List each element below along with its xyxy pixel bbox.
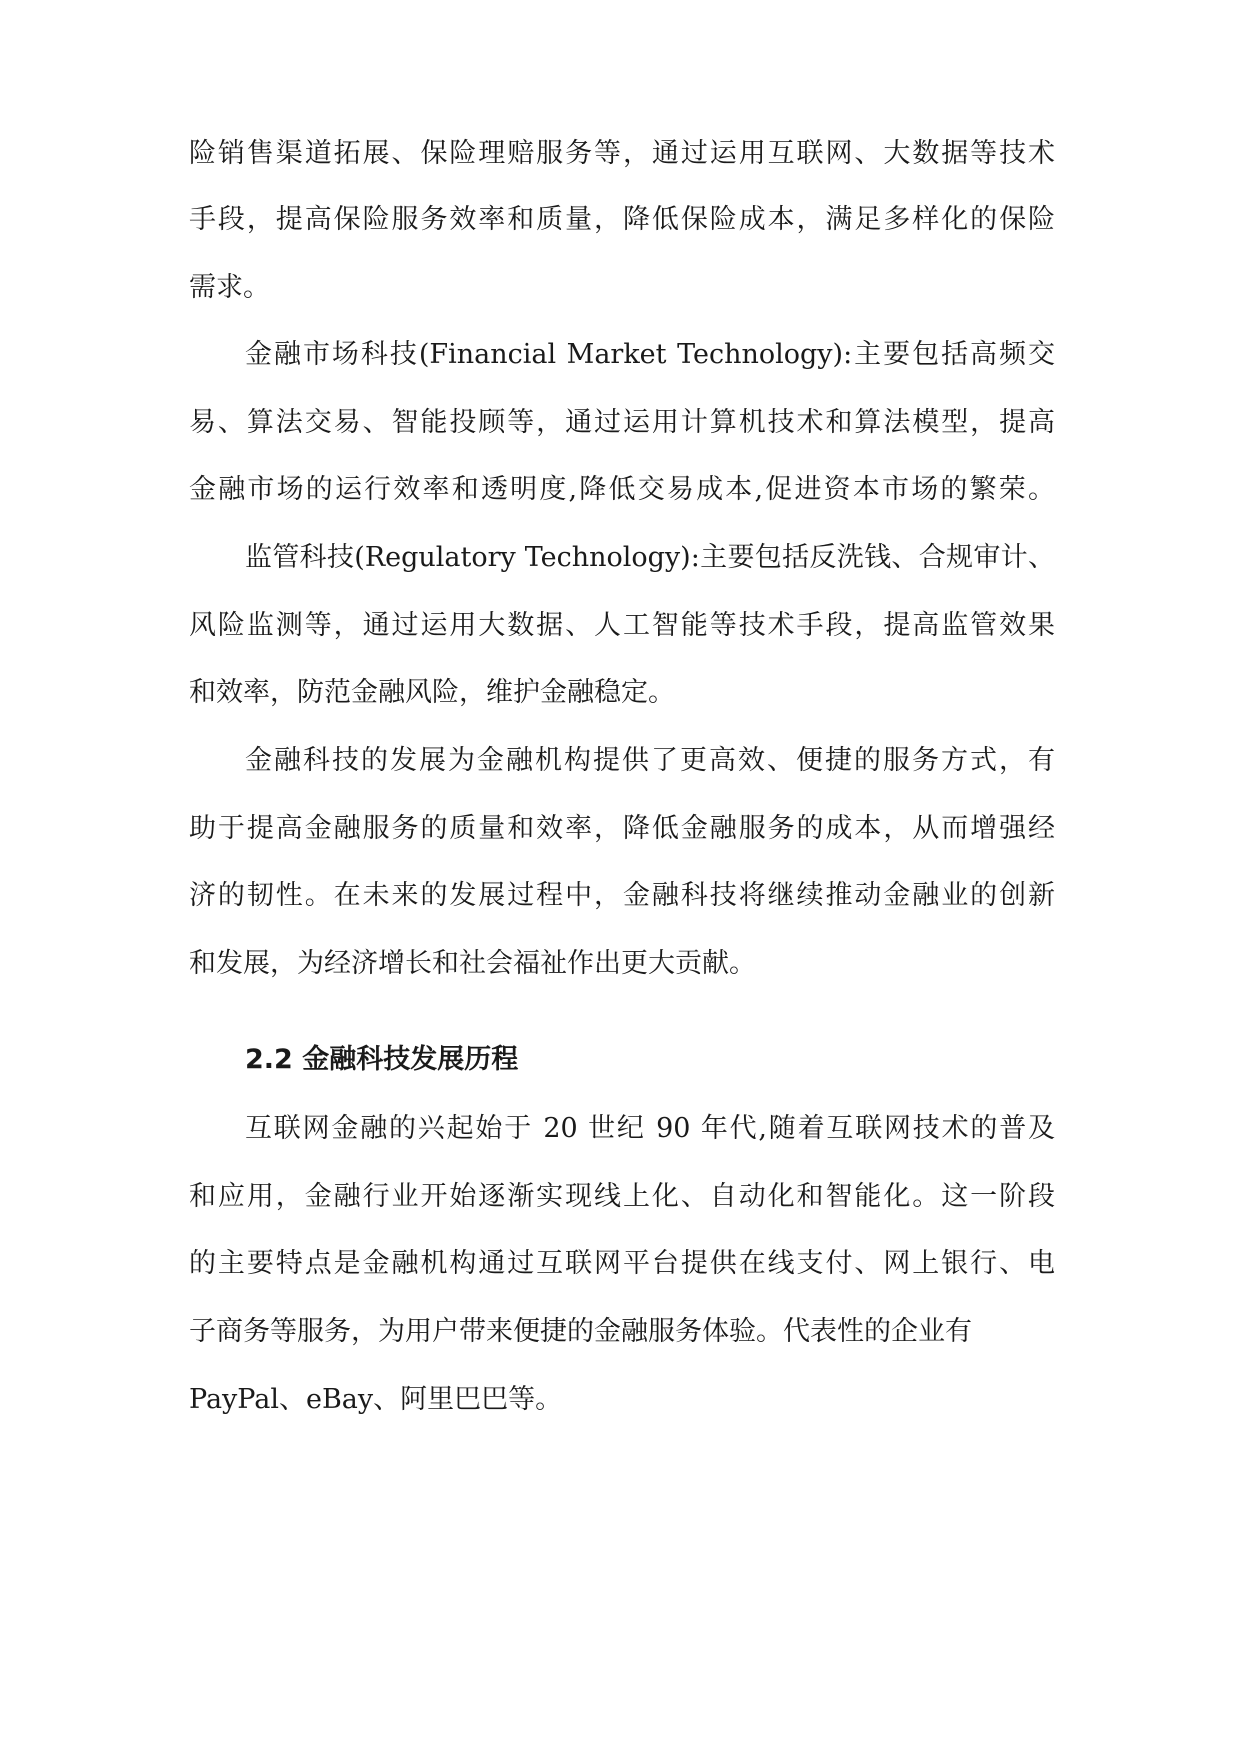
section-heading: 2.2 金融科技发展历程 — [245, 1044, 519, 1075]
paragraph-line: 险销售渠道拓展、保险理赔服务等，通过运用互联网、大数据等技术 — [189, 138, 1055, 169]
paragraph-line: 互联网金融的兴起始于 20 世纪 90 年代,随着互联网技术的普及 — [245, 1113, 1055, 1144]
paragraph-line: 的主要特点是金融机构通过互联网平台提供在线支付、网上银行、电 — [189, 1248, 1055, 1279]
paragraph-line: 和应用，金融行业开始逐渐实现线上化、自动化和智能化。这一阶段 — [189, 1181, 1055, 1212]
paragraph-line: 金融市场科技(Financial Market Technology):主要包括高频交 — [245, 339, 1055, 370]
paragraph-line: PayPal、eBay、阿里巴巴等。 — [189, 1384, 563, 1415]
paragraph-line: 易、算法交易、智能投顾等，通过运用计算机技术和算法模型，提高 — [189, 407, 1055, 438]
paragraph-line: 风险监测等，通过运用大数据、人工智能等技术手段，提高监管效果 — [189, 610, 1055, 641]
paragraph-line: 和效率，防范金融风险，维护金融稳定。 — [189, 677, 675, 708]
paragraph-line: 济的韧性。在未来的发展过程中，金融科技将继续推动金融业的创新 — [189, 880, 1055, 911]
paragraph-line: 和发展，为经济增长和社会福祉作出更大贡献。 — [189, 948, 756, 979]
paragraph-line: 助于提高金融服务的质量和效率，降低金融服务的成本，从而增强经 — [189, 813, 1055, 844]
paragraph-line: 子商务等服务，为用户带来便捷的金融服务体验。代表性的企业有 — [189, 1316, 972, 1347]
paragraph-line: 金融科技的发展为金融机构提供了更高效、便捷的服务方式，有 — [245, 745, 1055, 776]
paragraph-line: 手段，提高保险服务效率和质量，降低保险成本，满足多样化的保险 — [189, 204, 1055, 235]
paragraph-line: 需求。 — [189, 272, 270, 303]
paragraph-line: 监管科技(Regulatory Technology):主要包括反洗钱、合规审计、 — [245, 542, 1055, 573]
paragraph-line: 金融市场的运行效率和透明度,降低交易成本,促进资本市场的繁荣。 — [189, 474, 1055, 505]
